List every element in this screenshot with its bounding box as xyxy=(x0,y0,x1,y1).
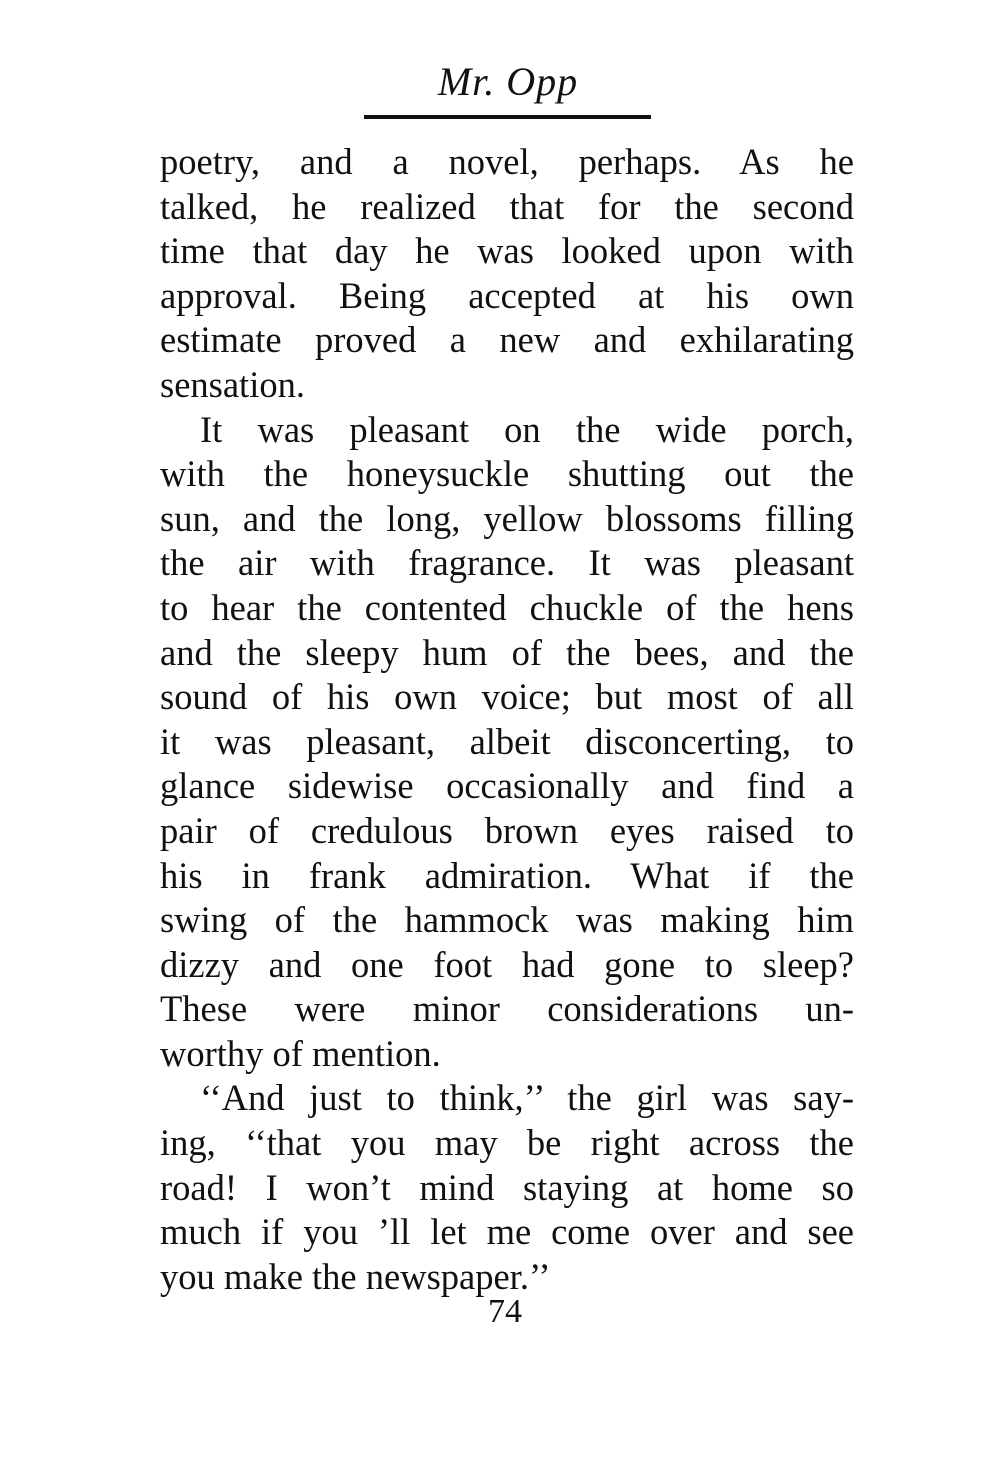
paragraph xyxy=(160,1076,854,1299)
text-line: sun, and the long, yellow blossoms filling xyxy=(160,497,854,539)
text-line: time that day he was looked upon with xyxy=(160,230,854,272)
text-line: approval. Being accepted at his own xyxy=(160,274,854,316)
text-line: sensation. xyxy=(160,363,305,405)
text-line: ‘‘And just to think,’’ the girl was say- xyxy=(200,1077,854,1119)
text-line: the air with fragrance. It was pleasant xyxy=(160,542,854,584)
text-line: his in frank admiration. What if the xyxy=(160,854,854,896)
text-line: sound of his own voice; but most of all xyxy=(160,676,854,718)
text-line: ing, ‘‘that you may be right across the xyxy=(160,1122,854,1164)
text-line: pair of credulous brown eyes raised to xyxy=(160,809,854,851)
text-line: you make the newspaper.’’ xyxy=(160,1255,551,1297)
text-line: with the honeysuckle shutting out the xyxy=(160,453,854,495)
body-text xyxy=(160,140,854,1299)
text-line: much if you ’ll let me come over and see xyxy=(160,1211,854,1253)
text-line: These were minor considerations un- xyxy=(160,988,854,1030)
page-number: 74 xyxy=(488,1293,522,1330)
text-line: estimate proved a new and exhilarating xyxy=(160,319,854,361)
running-head: Mr. Opp xyxy=(437,59,579,104)
text-line: and the sleepy hum of the bees, and the xyxy=(160,631,854,673)
header-rule xyxy=(364,115,651,119)
text-line: swing of the hammock was making him xyxy=(160,899,854,941)
paragraph xyxy=(160,408,854,1077)
text-line: talked, he realized that for the second xyxy=(160,185,854,227)
paragraph xyxy=(160,140,854,408)
text-line: dizzy and one foot had gone to sleep? xyxy=(160,943,854,985)
text-line: road! I won’t mind staying at home so xyxy=(160,1166,854,1208)
text-line: worthy of mention. xyxy=(160,1032,441,1074)
text-line: to hear the contented chuckle of the hens xyxy=(160,586,854,628)
text-line: glance sidewise occasionally and find a xyxy=(160,765,854,807)
text-line: It was pleasant on the wide porch, xyxy=(200,408,854,450)
text-line: poetry, and a novel, perhaps. As he xyxy=(160,141,854,182)
text-line: it was pleasant, albeit disconcerting, to xyxy=(160,720,854,762)
